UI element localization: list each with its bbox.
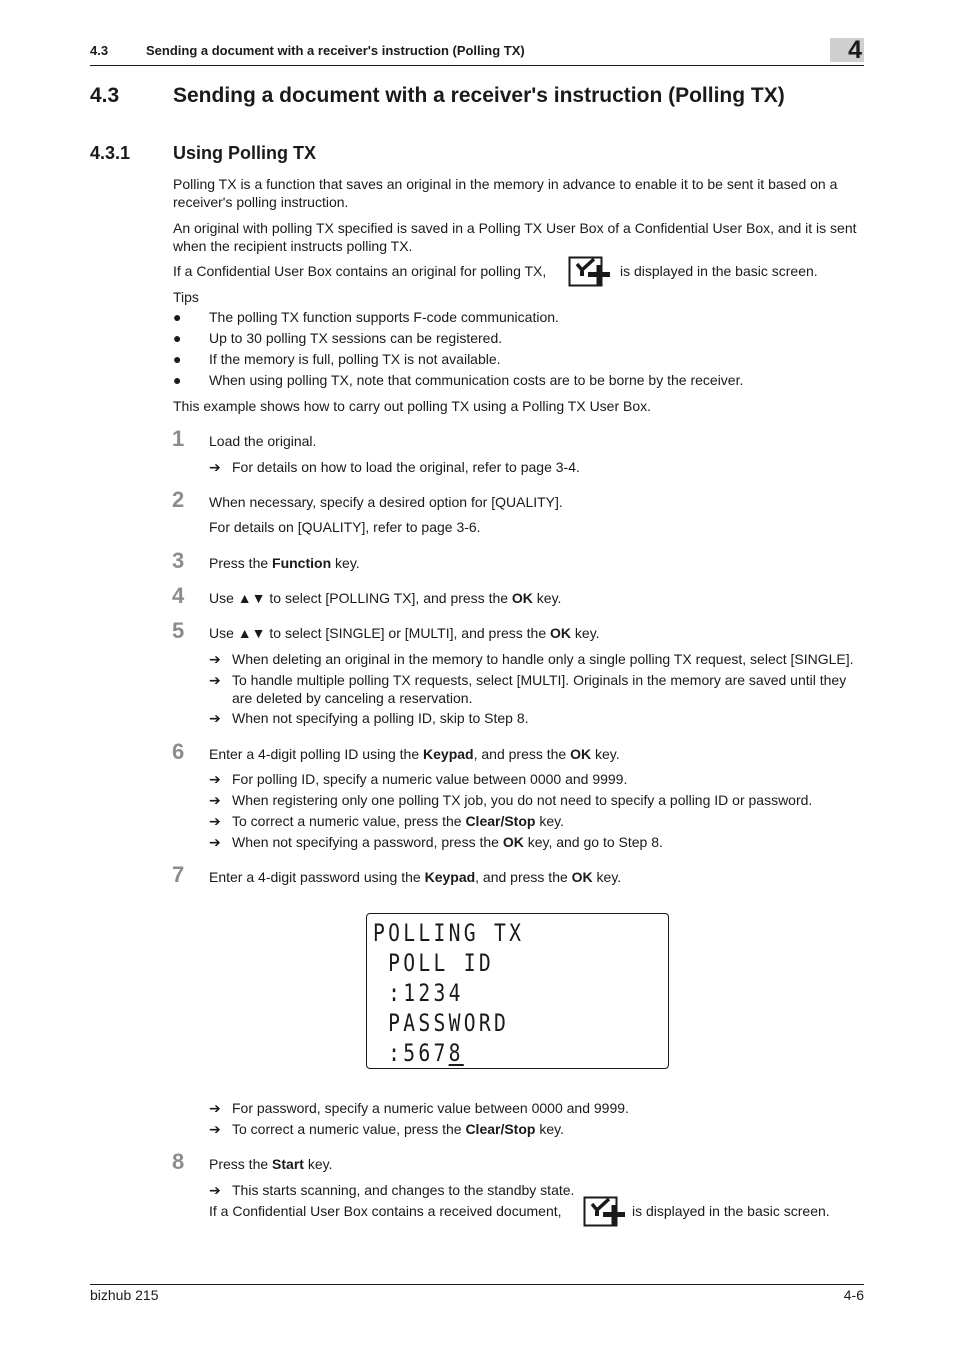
step-text-post: key.	[591, 746, 620, 762]
bullet-icon: ●	[173, 372, 182, 388]
step-text-pre: Enter a 4-digit password using the	[209, 869, 425, 885]
footer-page-number: 4-6	[843, 1287, 864, 1303]
step-number: 5	[172, 618, 185, 643]
lcd-line-password-value	[373, 1038, 464, 1068]
step-text-mid: , and press the	[475, 869, 572, 885]
step-text	[209, 554, 360, 572]
step-text: When necessary, specify a desired option for [QUALITY].	[209, 494, 563, 510]
arrow-icon: ➔	[209, 672, 221, 688]
example-text: This example shows how to carry out polling TX using a Polling TX User Box.	[173, 398, 652, 414]
step-note-text	[232, 812, 868, 830]
section-heading-title: Sending a document with a receiver's instruction (Polling TX)	[173, 84, 785, 107]
section-heading-number: 4.3	[90, 84, 120, 107]
received-box-icon	[583, 1196, 627, 1228]
step-number: 3	[172, 548, 185, 573]
lcd-display	[366, 913, 669, 1069]
intro-paragraph-1: Polling TX is a function that saves an original in the memory in advance to enable it to be sent it based on a receiver's polling instruction.	[173, 176, 838, 210]
arrow-icon: ➔	[209, 710, 221, 726]
step-text-mid: , and press the	[473, 746, 571, 762]
step-note-text: To handle multiple polling TX requests, select [MULTI]. Originals in the memory are saved until they are deleted by canceling a reservation.	[232, 672, 847, 706]
tips-label: Tips	[173, 289, 199, 305]
key-name: OK	[511, 590, 533, 606]
lcd-line-title: POLLING TX	[373, 919, 525, 947]
arrow-icon: ➔	[209, 459, 221, 475]
subsection-heading-title: Using Polling TX	[173, 143, 316, 163]
step-note-text: This starts scanning, and changes to the standby state.	[232, 1182, 575, 1198]
note-post: key.	[535, 813, 564, 829]
step-number: 4	[172, 583, 185, 608]
running-header	[90, 36, 864, 64]
polling-box-icon	[568, 256, 612, 288]
step-number: 2	[172, 487, 185, 512]
arrow-icon: ➔	[209, 771, 221, 787]
step-number: 6	[172, 739, 185, 764]
step-text-post: key.	[331, 555, 360, 571]
key-name: OK	[570, 746, 592, 762]
header-section-number: 4.3	[90, 43, 109, 58]
step-note-text: When registering only one polling TX job, you do not need to specify a polling ID or password.	[232, 792, 813, 808]
intro-paragraph-3-before: If a Confidential User Box contains an original for polling TX,	[173, 263, 547, 279]
step-text	[209, 624, 600, 642]
arrow-icon: ➔	[209, 834, 221, 850]
step-text	[209, 745, 620, 763]
arrow-icon: ➔	[209, 651, 221, 667]
intro-paragraph-3-after: is displayed in the basic screen.	[620, 263, 818, 279]
key-name: Clear/Stop	[465, 1121, 536, 1137]
step-text-post: key.	[532, 590, 562, 606]
step-note-text: When not specifying a polling ID, skip to Step 8.	[232, 710, 529, 726]
step-note-text: For polling ID, specify a numeric value between 0000 and 9999.	[232, 771, 628, 787]
intro-paragraph-2: An original with polling TX specified is saved in a Polling TX User Box of a Confidential User Box, and it is sent when the recipient instructs polling TX.	[173, 220, 857, 254]
note-pre: To correct a numeric value, press the	[232, 813, 466, 829]
note-pre: To correct a numeric value, press the	[232, 1121, 466, 1137]
key-name: Function	[272, 555, 332, 571]
step-text-pre: Press the	[209, 555, 273, 571]
footer-product: bizhub 215	[90, 1287, 159, 1303]
key-name: OK	[571, 869, 593, 885]
tip-item-text: Up to 30 polling TX sessions can be registered.	[209, 330, 503, 346]
step-text-post: key.	[303, 1156, 333, 1172]
step-number: 7	[172, 862, 185, 887]
lcd-cursor-digit: 8	[448, 1039, 464, 1067]
step-subtext-after: is displayed in the basic screen.	[632, 1203, 830, 1219]
arrow-icon: ➔	[209, 1121, 221, 1137]
footer-divider	[90, 1284, 864, 1285]
step-text-post: key.	[571, 625, 600, 641]
key-name: Keypad	[423, 746, 474, 762]
note-post: key, and go to Step 8.	[523, 834, 663, 850]
step-text: Load the original.	[209, 433, 317, 449]
step-note-text: For details on how to load the original, refer to page 3-4.	[232, 459, 580, 475]
step-note-text: When deleting an original in the memory to handle only a single polling TX request, select [SINGLE].	[232, 651, 854, 667]
lcd-line-poll-id-value: :1234	[373, 979, 464, 1007]
step-text-pre: Use ▲▼ to select [POLLING TX], and press the	[209, 590, 512, 606]
step-text-pre: Enter a 4-digit polling ID using the	[209, 746, 424, 762]
bullet-icon: ●	[173, 351, 182, 367]
step-text	[209, 589, 561, 607]
step-text-pre: Use ▲▼ to select [SINGLE] or [MULTI], and press the	[209, 625, 551, 641]
step-text-pre: Press the	[209, 1156, 273, 1172]
subsection-heading-number: 4.3.1	[90, 143, 131, 163]
bullet-icon: ●	[173, 330, 182, 346]
lcd-line-password-label: PASSWORD	[373, 1009, 510, 1037]
step-subtext: For details on [QUALITY], refer to page 3-6.	[209, 519, 481, 535]
step-text-post: key.	[592, 869, 622, 885]
tip-item-text: When using polling TX, note that communication costs are to be borne by the receiver.	[209, 372, 744, 388]
key-name: OK	[550, 625, 572, 641]
step-note-text	[232, 1120, 868, 1138]
header-section-title: Sending a document with a receiver's instruction (Polling TX)	[146, 43, 525, 58]
step-note-text	[232, 833, 868, 851]
step-number: 1	[172, 426, 185, 451]
arrow-icon: ➔	[209, 1182, 221, 1198]
key-name: Keypad	[424, 869, 476, 885]
chapter-badge: 4	[830, 38, 864, 62]
arrow-icon: ➔	[209, 792, 221, 808]
tip-item-text: The polling TX function supports F-code communication.	[209, 309, 559, 325]
header-divider	[90, 65, 864, 66]
arrow-icon: ➔	[209, 1100, 221, 1116]
note-pre: When not specifying a password, press the	[232, 834, 503, 850]
tip-item-text: If the memory is full, polling TX is not available.	[209, 351, 501, 367]
arrow-icon: ➔	[209, 813, 221, 829]
lcd-password-digits: :567	[373, 1039, 449, 1067]
step-subtext-before: If a Confidential User Box contains a received document,	[209, 1203, 562, 1219]
bullet-icon: ●	[173, 309, 182, 325]
step-note-text: For password, specify a numeric value between 0000 and 9999.	[232, 1100, 629, 1116]
step-text	[209, 1155, 332, 1173]
lcd-line-poll-id-label: POLL ID	[373, 949, 495, 977]
key-name: Clear/Stop	[465, 813, 536, 829]
note-post: key.	[535, 1121, 564, 1137]
key-name: Start	[272, 1156, 304, 1172]
step-number: 8	[172, 1149, 185, 1174]
key-name: OK	[502, 834, 524, 850]
step-text	[209, 868, 621, 886]
